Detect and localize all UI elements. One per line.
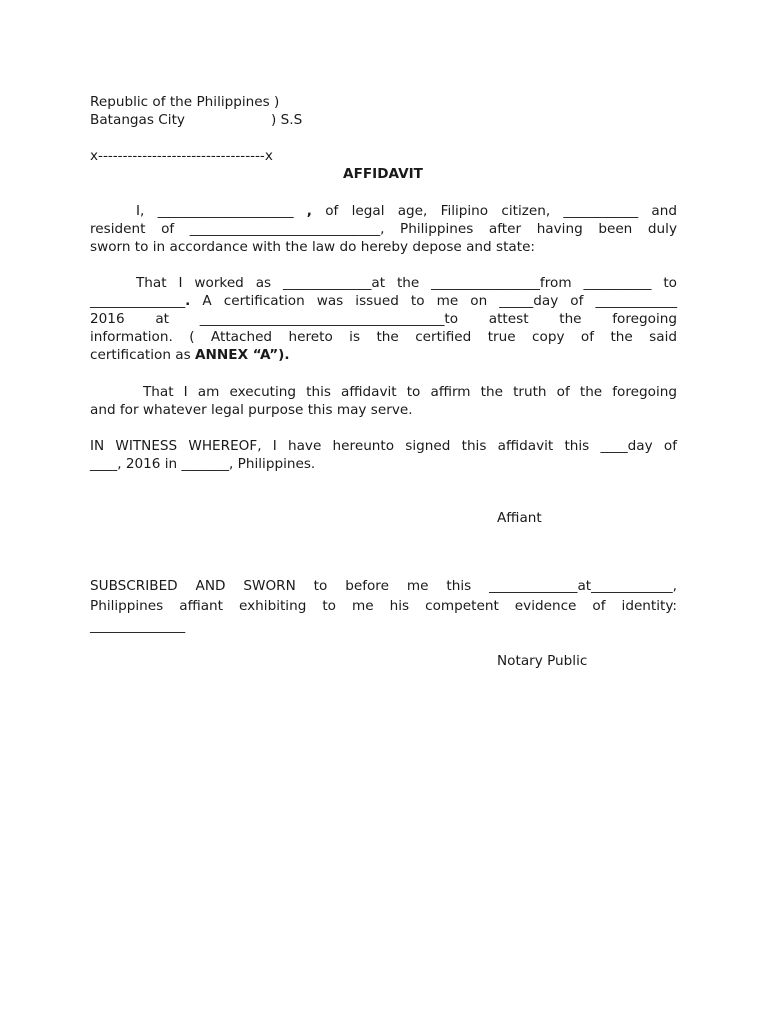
- para1-line1-b: of legal age, Filipino citizen, ___________ and: [325, 203, 678, 219]
- para3-line1: That I am executing this affidavit to affirm the truth of the foregoing: [143, 384, 677, 400]
- document-title: [0, 165, 767, 183]
- affiant-label: Affiant: [497, 510, 542, 526]
- para1-line3: sworn to in accordance with the law do hereby depose and state:: [90, 239, 536, 255]
- para3-line2: and for whatever legal purpose this may serve.: [90, 402, 413, 418]
- para1-line1-comma: ,: [306, 203, 312, 219]
- document-title-text: AFFIDAVIT: [343, 166, 423, 182]
- para2-line2-dot: .: [185, 293, 191, 309]
- header-republic: Republic of the Philippines ): [90, 94, 280, 110]
- header-city: Batangas City: [90, 112, 185, 128]
- header-ss: ) S.S: [271, 112, 303, 128]
- para2-line1: That I worked as _____________at the ________________from __________ to: [136, 275, 677, 291]
- header-city-row: [90, 111, 303, 129]
- notary-label: Notary Public: [497, 653, 588, 669]
- jurat-line3: ______________: [90, 618, 186, 634]
- para1-line1-a: I, ____________________: [136, 203, 294, 219]
- header-separator: x----------------------------------x: [90, 148, 273, 164]
- para4-line2: ____, 2016 in _______, Philippines.: [90, 456, 316, 472]
- para2-line5: [90, 346, 290, 364]
- para2-line5-a: certification as: [90, 347, 191, 363]
- para2-line2-a: ______________: [90, 293, 186, 309]
- para2-line2-b: A certification was issued to me on _____day of ____________: [202, 293, 678, 309]
- para2-line2: [90, 292, 677, 310]
- para4-line1: IN WITNESS WHEREOF, I have hereunto signed this affidavit this ____day of: [90, 438, 677, 454]
- jurat-line2: Philippines affiant exhibiting to me his competent evidence of identity:: [90, 598, 677, 614]
- para2-line3: 2016 at ____________________________________to attest the foregoing: [90, 311, 677, 327]
- para1-line1: [136, 202, 677, 220]
- para2-line4: information. ( Attached hereto is the certified true copy of the said: [90, 329, 677, 345]
- jurat-line1: SUBSCRIBED AND SWORN to before me this _____________at____________,: [90, 578, 677, 594]
- annex-reference: ANNEX “A”).: [195, 347, 290, 363]
- para1-line2: resident of ____________________________, Philippines after having been duly: [90, 221, 677, 237]
